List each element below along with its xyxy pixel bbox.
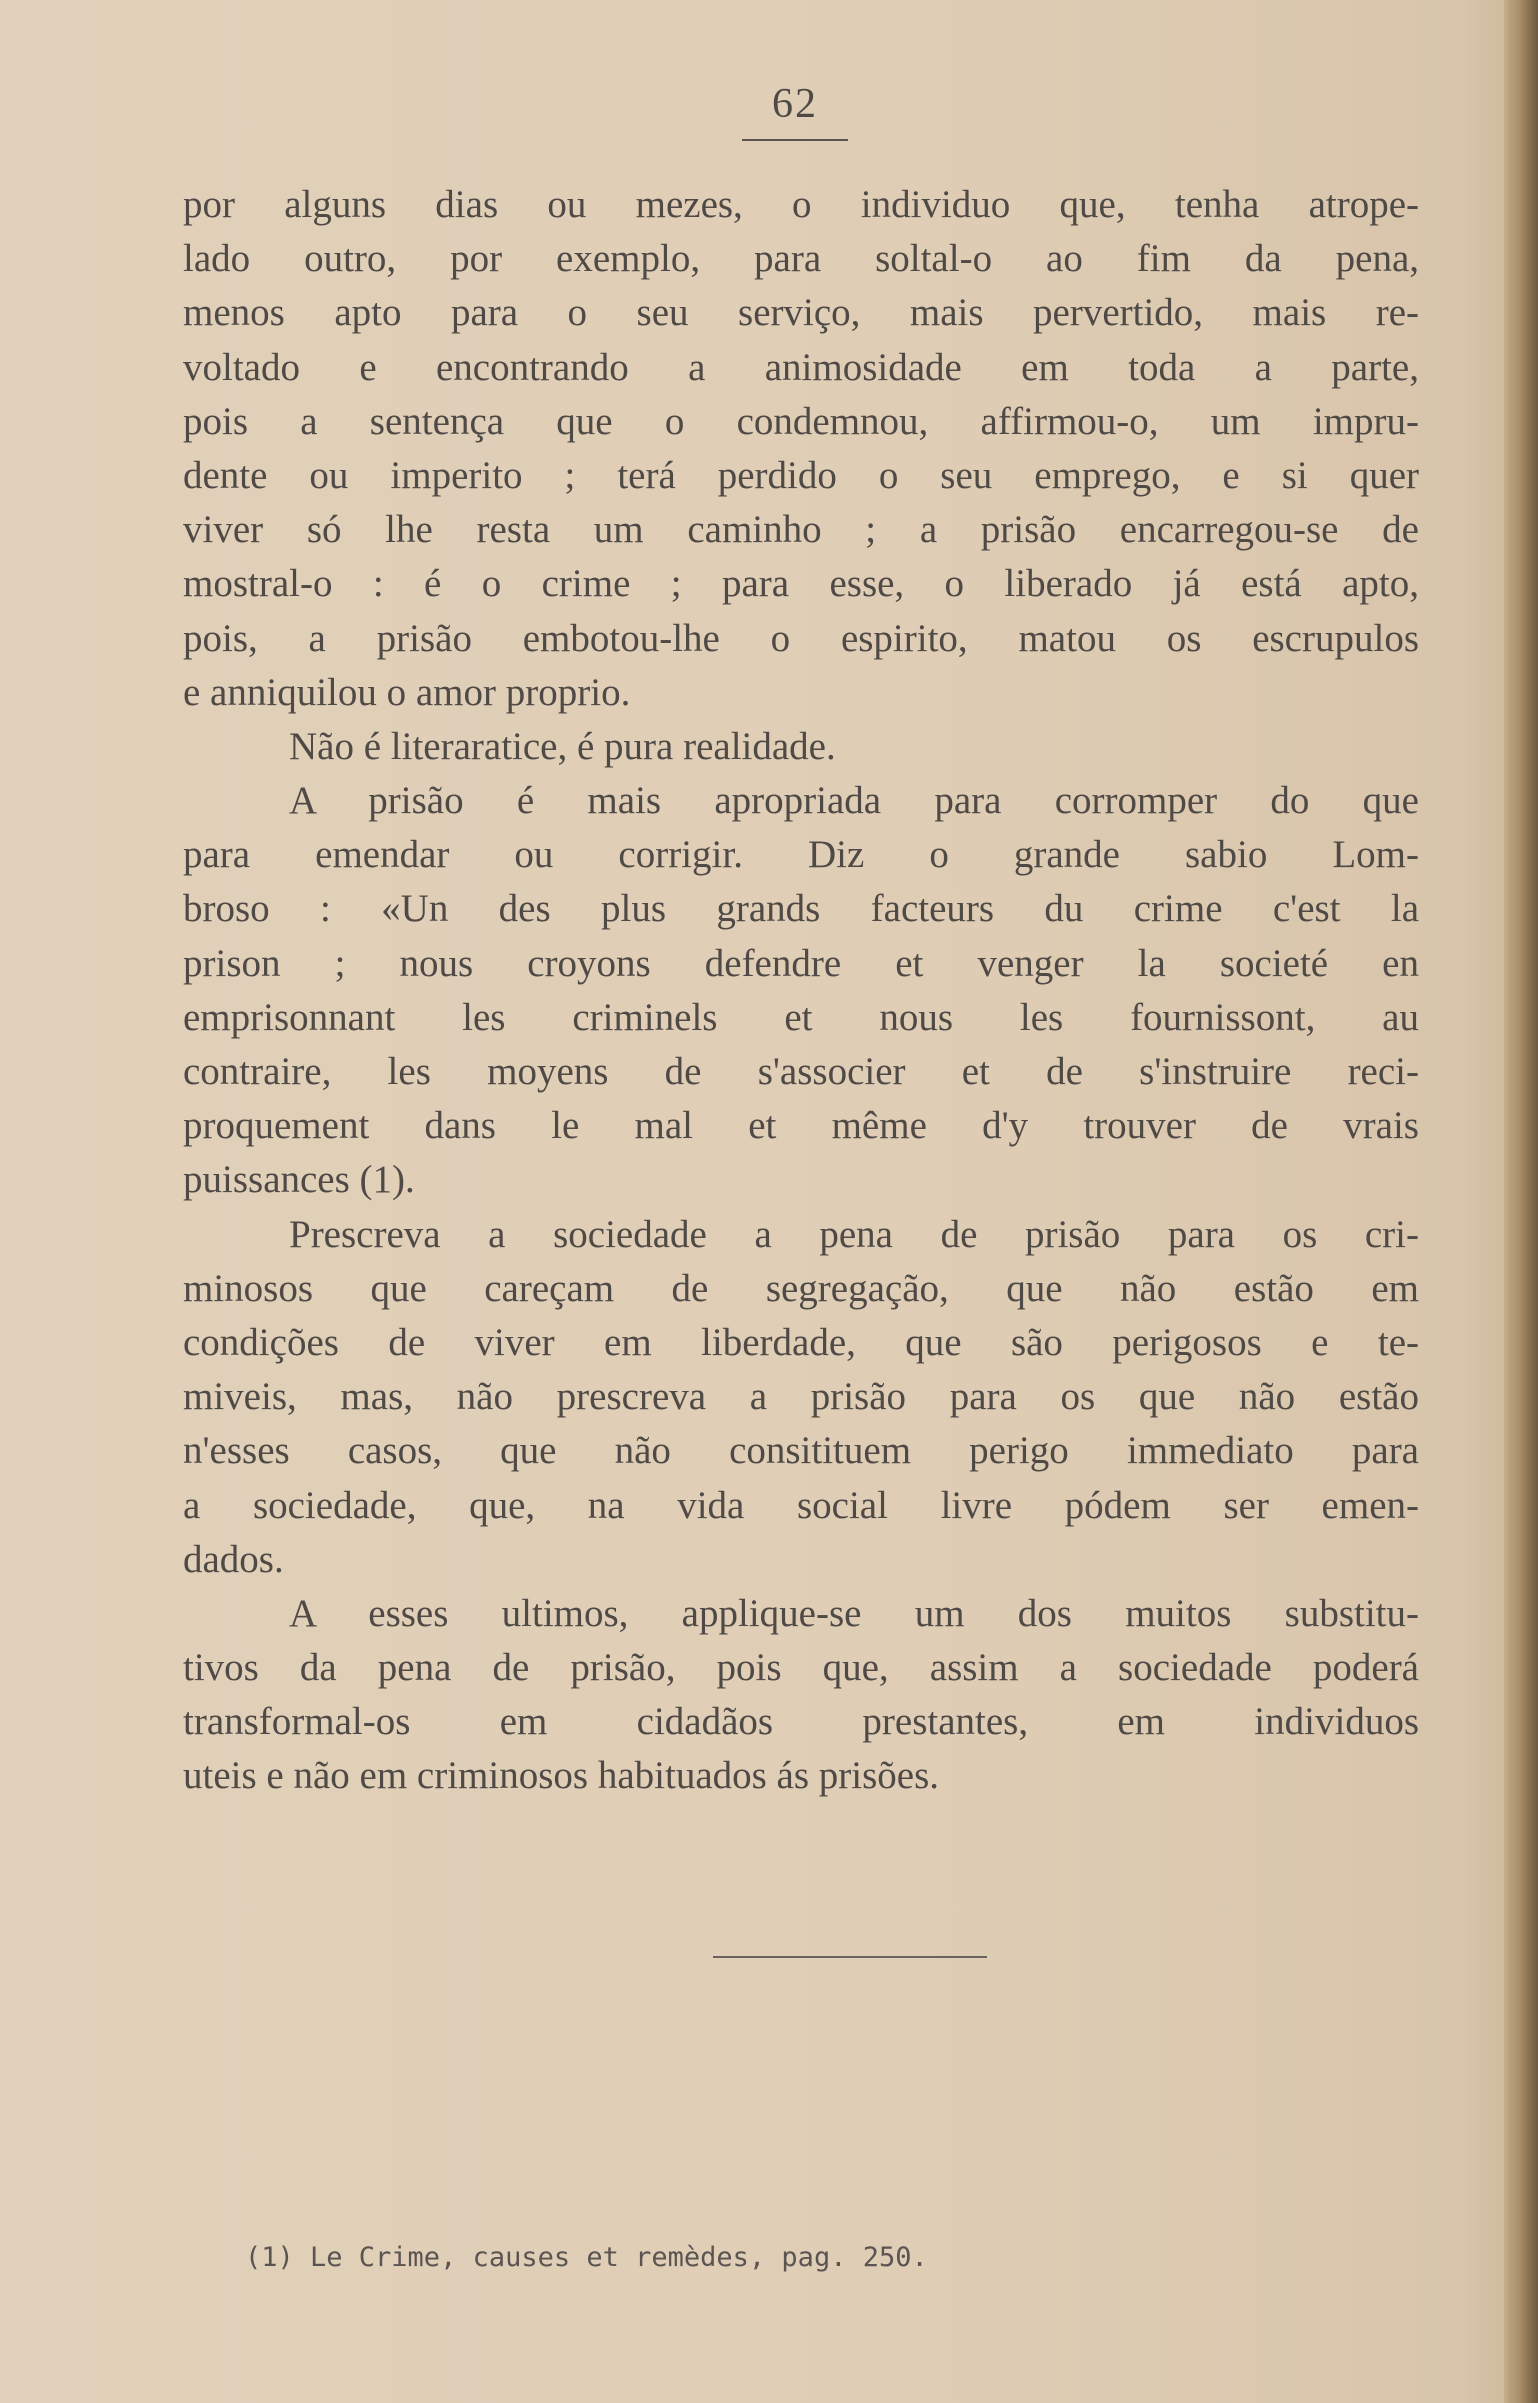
text-line: pois, a prisão embotou-lhe o espirito, matou os escrupulos: [183, 616, 1419, 660]
text-line: transformal-os em cidadãos prestantes, em individuos: [183, 1700, 1419, 1744]
text-line: tivos da pena de prisão, pois que, assim a sociedade poderá: [183, 1646, 1419, 1690]
text-line: minosos que careçam de segregação, que não estão em: [183, 1266, 1419, 1310]
text-line: puissances (1).: [183, 1158, 415, 1202]
page-number-rule: [742, 139, 848, 141]
text-line: dados.: [183, 1537, 284, 1581]
text-line: uteis e não em criminosos habituados ás prisões.: [183, 1754, 940, 1798]
text-line: dente ou imperito ; terá perdido o seu emprego, e si quer: [183, 453, 1419, 497]
text-line: para emendar ou corrigir. Diz o grande sabio Lom-: [183, 833, 1419, 877]
text-line: prison ; nous croyons defendre et venger la societé en: [183, 941, 1419, 985]
footnote-rule: [713, 1956, 987, 1958]
text-line: por alguns dias ou mezes, o individuo que, tenha atrope-: [183, 183, 1419, 226]
body-text: [183, 178, 1419, 1804]
text-line: viver só lhe resta um caminho ; a prisão encarregou-se de: [183, 508, 1419, 552]
text-line: miveis, mas, não prescreva a prisão para os que não estão: [183, 1375, 1419, 1419]
text-line: a sociedade, que, na vida social livre pódem ser emen-: [183, 1483, 1419, 1527]
text-line: Prescreva a sociedade a pena de prisão para os cri-: [289, 1212, 1419, 1256]
text-line: menos apto para o seu serviço, mais pervertido, mais re-: [183, 291, 1419, 335]
text-line: mostral-o : é o crime ; para esse, o liberado já está apto,: [183, 562, 1419, 606]
text-line: emprisonnant les criminels et nous les fournissont, au: [183, 995, 1419, 1039]
footnote: (1) Le Crime, causes et remèdes, pag. 250.: [245, 2242, 928, 2273]
text-line: A esses ultimos, applique-se um dos muitos substitu-: [289, 1591, 1419, 1635]
text-line: contraire, les moyens de s'associer et de s'instruire reci-: [183, 1050, 1419, 1093]
page-number: 62: [772, 81, 818, 127]
text-line: condições de viver em liberdade, que são perigosos e te-: [183, 1320, 1419, 1364]
text-line: broso : «Un des plus grands facteurs du crime c'est la: [183, 887, 1419, 931]
text-line: Não é literaratice, é pura realidade.: [289, 724, 836, 768]
page-edge-shadow: [1509, 0, 1512, 2403]
text-line: n'esses casos, que não consitituem perigo immediato para: [183, 1429, 1419, 1473]
text-line: A prisão é mais apropriada para corromper do que: [289, 779, 1419, 823]
text-line: lado outro, por exemplo, para soltal-o ao fim da pena,: [183, 237, 1419, 281]
text-line: pois a sentença que o condemnou, affirmou-o, um impru-: [183, 399, 1419, 443]
text-line: proquement dans le mal et même d'y trouver de vrais: [183, 1104, 1419, 1148]
text-line: e anniquilou o amor proprio.: [183, 670, 631, 714]
text-line: voltado e encontrando a animosidade em toda a parte,: [183, 345, 1419, 389]
